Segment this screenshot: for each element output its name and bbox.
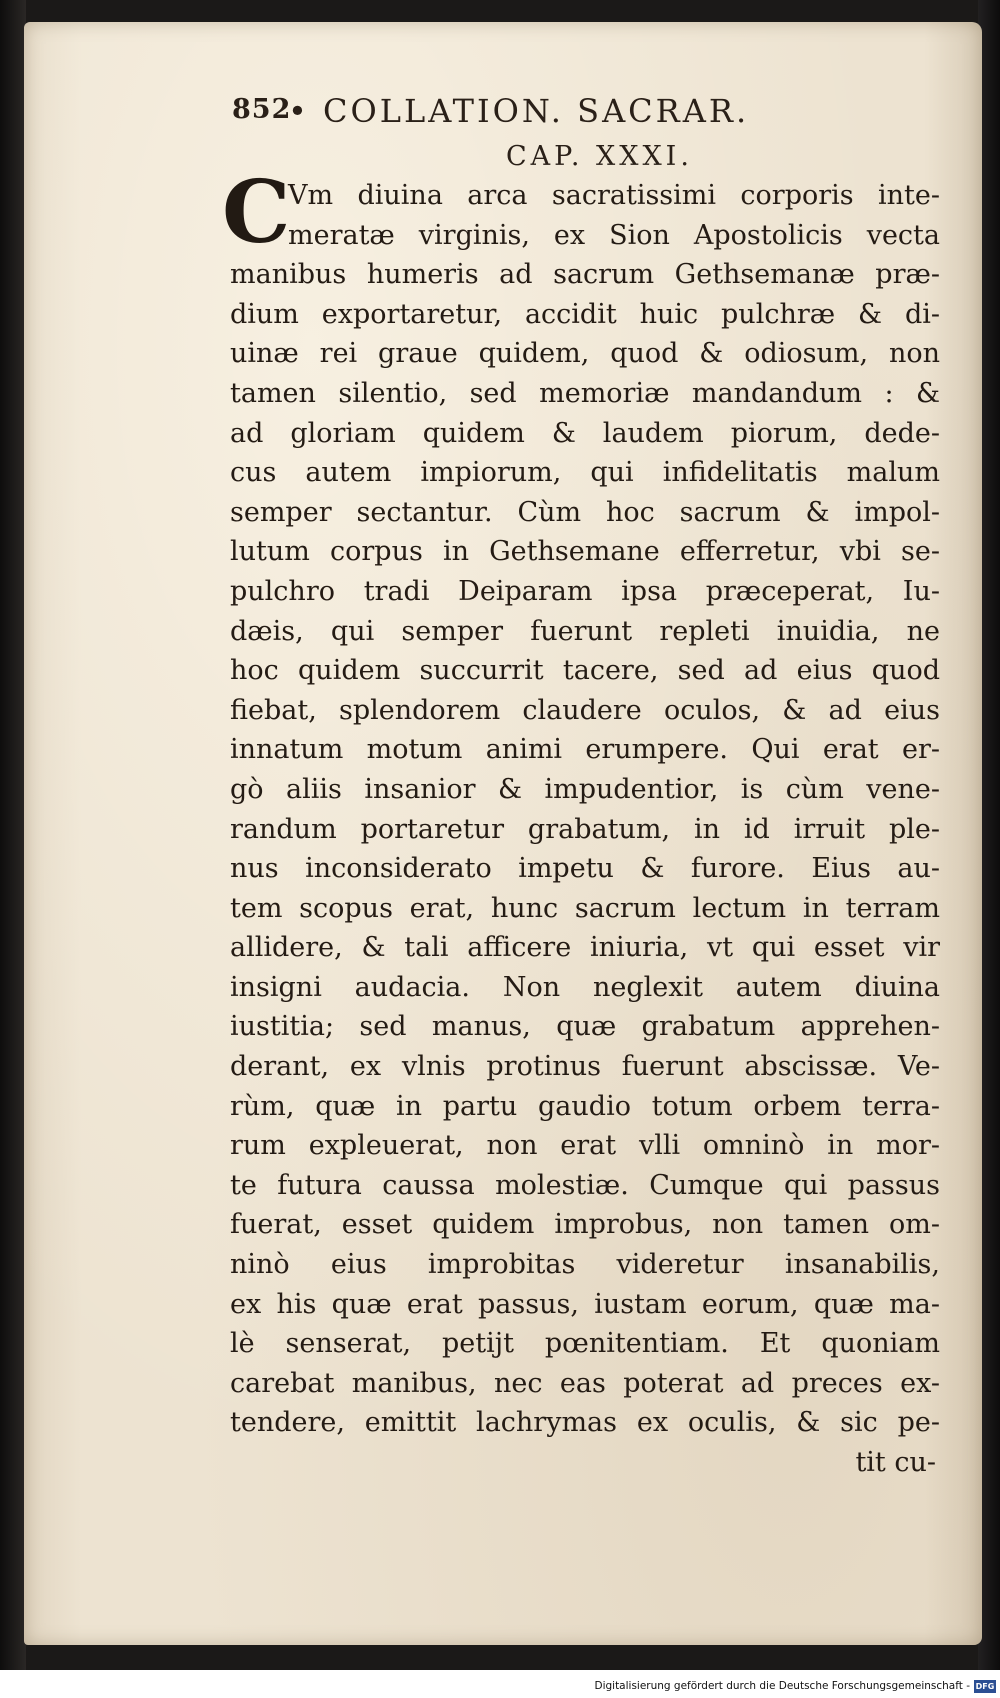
running-title: • COLLATION. SACRAR. xyxy=(288,92,750,130)
catchword: tit cu- xyxy=(855,1447,936,1478)
text-line: rùm, quæ in partu gaudio totum orbem terra- xyxy=(230,1090,940,1122)
text-line: cus autem impiorum, qui infidelitatis malum xyxy=(230,457,940,489)
text-line: randum portaretur grabatum, in id irruit ple- xyxy=(230,813,940,845)
text-line: rum expleuerat, non erat vlli omninò in mor- xyxy=(230,1130,940,1162)
text-line: dæis, qui semper fuerunt repleti inuidia, ne xyxy=(230,615,940,647)
text-line: iustitia; sed manus, quæ grabatum apprehen- xyxy=(230,1011,940,1043)
text-line: ex his quæ erat passus, iustam eorum, quæ ma- xyxy=(230,1288,940,1320)
text-line: insigni audacia. Non neglexit autem diuina xyxy=(230,971,940,1003)
funding-credit: Digitalisierung gefördert durch die Deutsche Forschungsgemeinschaft - xyxy=(594,1680,970,1692)
page-number: 852 xyxy=(232,94,292,125)
text-line: carebat manibus, nec eas poterat ad preces ex- xyxy=(230,1367,940,1399)
text-line: tamen silentio, sed memoriæ mandandum : & xyxy=(230,377,940,409)
text-line: lutum corpus in Gethsemane efferretur, vbi se- xyxy=(230,536,940,568)
text-line: gò aliis insanior & impudentior, is cùm vene- xyxy=(230,773,940,805)
text-line: allidere, & tali afficere iniuria, vt qui esset vir xyxy=(230,932,940,964)
text-line: lè senserat, petijt pœnitentiam. Et quoniam xyxy=(230,1328,940,1360)
text-line: pulchro tradi Deiparam ipsa præceperat, Iu- xyxy=(230,575,940,607)
dfg-logo: DFG xyxy=(975,1682,995,1691)
body-text xyxy=(230,176,940,1483)
text-line: fuerat, esset quidem improbus, non tamen om- xyxy=(230,1209,940,1241)
text-line: ninò eius improbitas videretur insanabilis, xyxy=(230,1249,940,1281)
text-line: meratæ virginis, ex Sion Apostolicis vecta xyxy=(288,219,940,251)
text-line: Vm diuina arca sacratissimi corporis inte- xyxy=(288,180,940,211)
text-line: fiebat, splendorem claudere oculos, & ad eius xyxy=(230,694,940,726)
text-line: uinæ rei graue quidem, quod & odiosum, non xyxy=(230,338,940,370)
chapter-heading: CAP. XXXI. xyxy=(506,141,693,172)
drop-cap: C xyxy=(222,162,291,263)
text-line: innatum motum animi erumpere. Qui erat er- xyxy=(230,734,940,766)
text-line: nus inconsiderato impetu & furore. Eius au- xyxy=(230,853,940,885)
text-line: hoc quidem succurrit tacere, sed ad eius quod xyxy=(230,655,940,687)
text-line: ad gloriam quidem & laudem piorum, dede- xyxy=(230,417,940,449)
footer-bar xyxy=(0,1670,1000,1698)
text-line: derant, ex vlnis protinus fuerunt abscissæ. Ve- xyxy=(230,1051,940,1083)
text-line: dium exportaretur, accidit huic pulchræ & di- xyxy=(230,298,940,330)
text-line: te futura caussa molestiæ. Cumque qui passus xyxy=(230,1169,940,1201)
text-line: semper sectantur. Cùm hoc sacrum & impol- xyxy=(230,496,940,528)
text-line: tendere, emittit lachrymas ex oculis, & sic pe- xyxy=(230,1407,940,1439)
page-header xyxy=(232,88,872,140)
text-line: tem scopus erat, hunc sacrum lectum in terram xyxy=(230,892,940,924)
book-edge-left xyxy=(0,0,26,1698)
text-line: manibus humeris ad sacrum Gethsemanæ præ- xyxy=(230,259,940,291)
